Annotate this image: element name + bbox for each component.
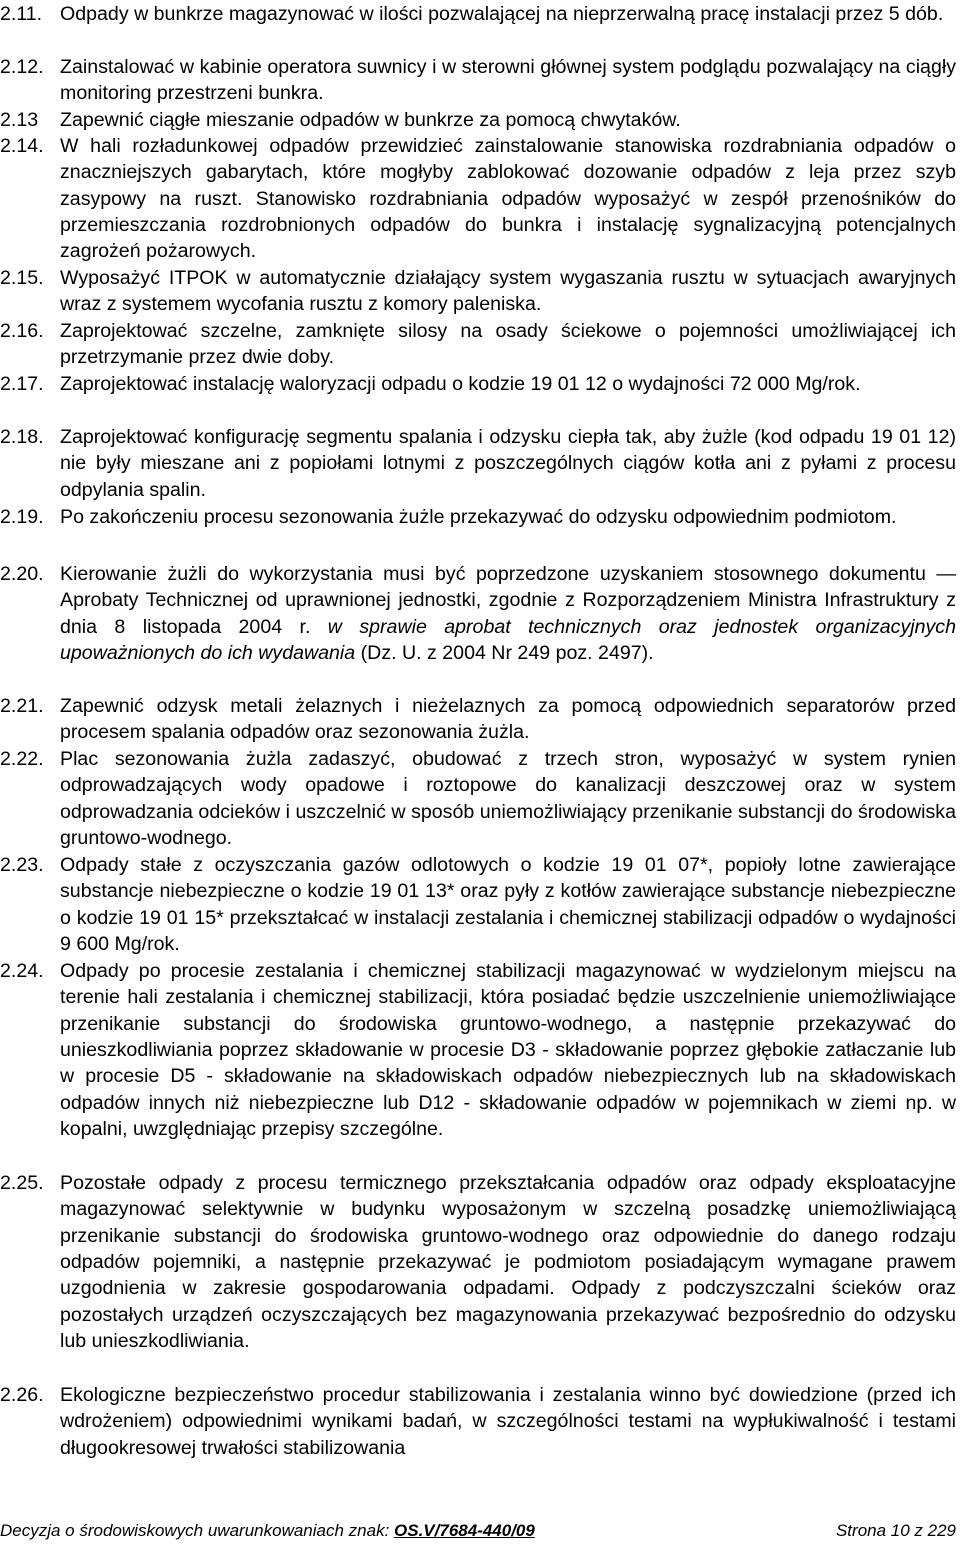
- item-text: Odpady stałe z oczyszczania gazów odlotowych o kodzie 19 01 07*, popioły lotne zawierające substancje niebezpieczne o kodzie 19 01 13* oraz pyły z kotłów zawierające substancje niebezpieczne o kodzie 19 01 15* przekształcać w instalacji zestalania i chemicznej stabilizacji odpadów o wydajności 9 600 Mg/rok.: [60, 854, 956, 956]
- footer-decision-prefix: Decyzja o środowiskowych uwarunkowaniach znak:: [0, 1521, 395, 1540]
- list-item: [0, 54, 956, 107]
- item-text: Zainstalować w kabinie operatora suwnicy i w sterowni głównej system podglądu pozwalający na ciągły monitoring przestrzeni bunkra.: [60, 56, 956, 105]
- item-number: 2.17.: [0, 373, 44, 395]
- item-text: Pozostałe odpady z procesu termicznego przekształcania odpadów oraz odpady eksploatacyjne magazynować selektywnie w budynku wyposażonym w szczelną posadzkę uniemożliwiającą przenikanie substancji do środowiska gruntowo-wodnego oraz odpowiednie do danego rodzaju odpadów pojemniki, a następnie przekazywać je podmiotom posiadającym wymagane prawem uzgodnienia w zakresie gospodarowania odpadami. Odpady z podczyszczalni ścieków oraz pozostałych urządzeń oczyszczających bez magazynowania przekazywać bezpośrednio do odzysku lub unieszkodliwiania.: [60, 1172, 956, 1353]
- item-number: 2.21.: [0, 695, 44, 717]
- list-item: [0, 852, 956, 957]
- item-number: 2.22.: [0, 748, 44, 770]
- footer-page-number: Strona 10 z 229: [835, 1521, 956, 1540]
- item-text: Zaprojektować instalację waloryzacji odpadu o kodzie 19 01 12 o wydajności 72 000 Mg/rok.: [60, 373, 861, 395]
- list-item: [0, 1382, 956, 1461]
- list-item: [0, 561, 956, 666]
- list-item: [0, 746, 956, 851]
- item-text: Zaprojektować konfigurację segmentu spalania i odzysku ciepła tak, aby żużle (kod odpadu 19 01 12) nie były mieszane ani z popiołami lotnymi z poszczególnych ciągów kotła ani z pyłami z procesu odpylania spalin.: [60, 426, 956, 501]
- footer-decision-label: [0, 1519, 535, 1543]
- list-item: [0, 133, 956, 265]
- item-number: 2.19.: [0, 506, 44, 528]
- list-item: [0, 693, 956, 746]
- item-text: Odpady w bunkrze magazynować w ilości pozwalającej na nieprzerwalną pracę instalacji przez 5 dób.: [60, 3, 944, 25]
- item-number: 2.14.: [0, 135, 44, 157]
- item-number: 2.12.: [0, 56, 44, 78]
- item-text-tail: (Dz. U. z 2004 Nr 249 poz. 2497).: [360, 642, 654, 665]
- item-text: Zapewnić ciągłe mieszanie odpadów w bunkrze za pomocą chwytaków.: [60, 109, 681, 131]
- list-item: [0, 1, 956, 27]
- item-text: Ekologiczne bezpieczeństwo procedur stabilizowania i zestalania winno być dowiedzione (przed ich wdrożeniem) odpowiednimi wynikami badań, w szczególności testami na wypłukiwalność i testami długookresowej trwałości stabilizowania: [60, 1384, 956, 1459]
- item-text: Zaprojektować szczelne, zamknięte silosy na osady ściekowe o pojemności umożliwiającej ich przetrzymanie przez dwie doby.: [60, 320, 956, 369]
- item-number: 2.13: [0, 109, 39, 131]
- item-number: 2.26.: [0, 1384, 44, 1406]
- item-number: 2.15.: [0, 267, 44, 289]
- item-text: Wyposażyć ITPOK w automatycznie działający system wygaszania rusztu w sytuacjach awaryjnych wraz z systemem wycofania rusztu z komory paleniska.: [60, 267, 956, 316]
- list-item: [0, 1170, 956, 1354]
- list-item: [0, 424, 956, 503]
- item-number: 2.11.: [0, 3, 43, 25]
- list-item: [0, 371, 956, 397]
- item-number: 2.25.: [0, 1172, 44, 1194]
- item-number: 2.24.: [0, 960, 44, 982]
- item-number: 2.23.: [0, 854, 44, 876]
- item-number: 2.20.: [0, 563, 44, 585]
- list-item: [0, 107, 956, 133]
- item-number: 2.18.: [0, 426, 44, 448]
- item-text: Kierowanie żużli do wykorzystania musi być poprzedzone uzyskaniem stosownego dokumentu — Aprobaty Technicznej od uprawnionej jednostki, zgodnie z Rozporządzeniem Ministra Infrastruktury z dnia 8 listopada 2004 r.: [60, 563, 956, 638]
- list-item: [0, 318, 956, 371]
- list-item: [0, 958, 956, 1142]
- item-number: 2.16.: [0, 320, 44, 342]
- item-text: Zapewnić odzysk metali żelaznych i nieżelaznych za pomocą odpowiednich separatorów przed procesem spalania odpadów oraz sezonowania żużla.: [60, 695, 956, 744]
- list-item: [0, 504, 956, 530]
- item-text: Po zakończeniu procesu sezonowania żużle przekazywać do odzysku odpowiednim podmiotom.: [60, 506, 897, 528]
- item-text: Plac sezonowania żużla zadaszyć, obudować z trzech stron, wyposażyć w system rynien odprowadzających wody opadowe i roztopowe do kanalizacji deszczowej oraz w system odprowadzania odcieków i uszczelnić w sposób uniemożliwiający przenikanie substancji do środowiska gruntowo-wodnego.: [60, 748, 956, 850]
- item-text: W hali rozładunkowej odpadów przewidzieć zainstalowanie stanowiska rozdrabniania odpadów o znaczniejszych gabarytach, które mogłyby zablokować dozowanie odpadów z leja przez szyb zasypowy na ruszt. Stanowisko rozdrabniania odpadów wyposażyć w zespół przenośników do przemieszczania rozdrobnionych odpadów do bunkra i instalację sygnalizacyjną potencjalnych zagrożeń pożarowych.: [60, 135, 956, 263]
- page-footer: [0, 1519, 956, 1543]
- footer-reference-number: OS.V/7684-440/09: [394, 1521, 535, 1540]
- item-text-italic: w sprawie aprobat technicznych oraz jednostek organizacyjnych upoważnionych do ich wydawania: [60, 615, 956, 665]
- item-text: Odpady po procesie zestalania i chemicznej stabilizacji magazynować w wydzielonym miejscu na terenie hali zestalania i chemicznej stabilizacji, która posiadać będzie uszczelnienie uniemożliwiające przenikanie substancji do środowiska gruntowo-wodnego, a następnie przekazywać do unieszkodliwiania poprzez składowanie w procesie D3 - składowanie poprzez głębokie zatłaczanie lub w procesie D5 - składowanie na składowiskach odpadów niebezpiecznych lub na składowiskach odpadów innych niż niebezpieczne lub D12 - składowanie odpadów w pojemnikach w ziemi np. w kopalni, uwzględniając przepisy szczególne.: [60, 960, 956, 1141]
- list-item: [0, 265, 956, 318]
